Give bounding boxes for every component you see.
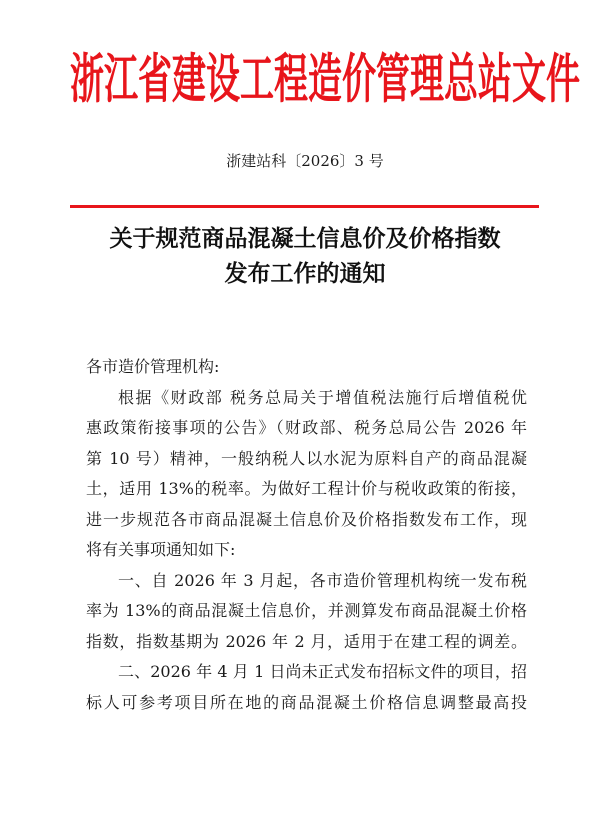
masthead-char: 建 (172, 49, 206, 111)
masthead-char: 省 (138, 49, 172, 111)
body-line: 将有关事项通知如下: (86, 540, 236, 559)
masthead-char: 文 (512, 49, 546, 111)
masthead-char: 管 (376, 49, 410, 111)
document-number: 浙建站科〔2026〕3 号 (226, 152, 384, 170)
masthead-char: 理 (410, 49, 444, 111)
body-line: 第 10 号）精神，一般纳税人以水泥为原料自产的商品混凝 (86, 449, 527, 468)
document-title-line-2: 发布工作的通知 (224, 260, 386, 287)
body-line: 一、自 2026 年 3 月起，各市造价管理机构统一发布税 (118, 571, 527, 590)
body-line: 二、2026 年 4 月 1 日尚未正式发布招标文件的项目，招 (118, 662, 527, 681)
masthead-char: 造 (308, 49, 342, 111)
masthead-char: 工 (240, 49, 274, 111)
masthead-char: 浙 (70, 49, 104, 111)
document-title-line-1: 关于规范商品混凝土信息价及价格指数 (109, 225, 501, 252)
body-line: 惠政策衔接事项的公告》（财政部、税务总局公告 2026 年 (86, 418, 527, 437)
masthead-char: 价 (342, 49, 376, 111)
body-line: 进一步规范各市商品混凝土信息价及价格指数发布工作，现 (86, 510, 527, 529)
body-line: 土，适用 13%的税率。为做好工程计价与税收政策的衔接， (86, 479, 527, 498)
red-divider-rule (70, 205, 539, 208)
body-line: 根据《财政部 税务总局关于增值税法施行后增值税优 (118, 388, 527, 407)
body-line: 率为 13%的商品混凝土信息价，并测算发布商品混凝土价格 (86, 601, 527, 620)
masthead-char: 站 (478, 49, 512, 111)
body-line: 指数，指数基期为 2026 年 2 月，适用于在建工程的调差。 (86, 632, 527, 651)
masthead-char: 江 (104, 49, 138, 111)
masthead (70, 48, 580, 112)
body-line: 标人可参考项目所在地的商品混凝土价格信息调整最高投 (86, 693, 527, 712)
salutation: 各市造价管理机构: (86, 357, 220, 376)
masthead-char: 件 (546, 49, 580, 111)
masthead-char: 总 (444, 49, 478, 111)
masthead-char: 设 (206, 49, 240, 111)
masthead-char: 程 (274, 49, 308, 111)
